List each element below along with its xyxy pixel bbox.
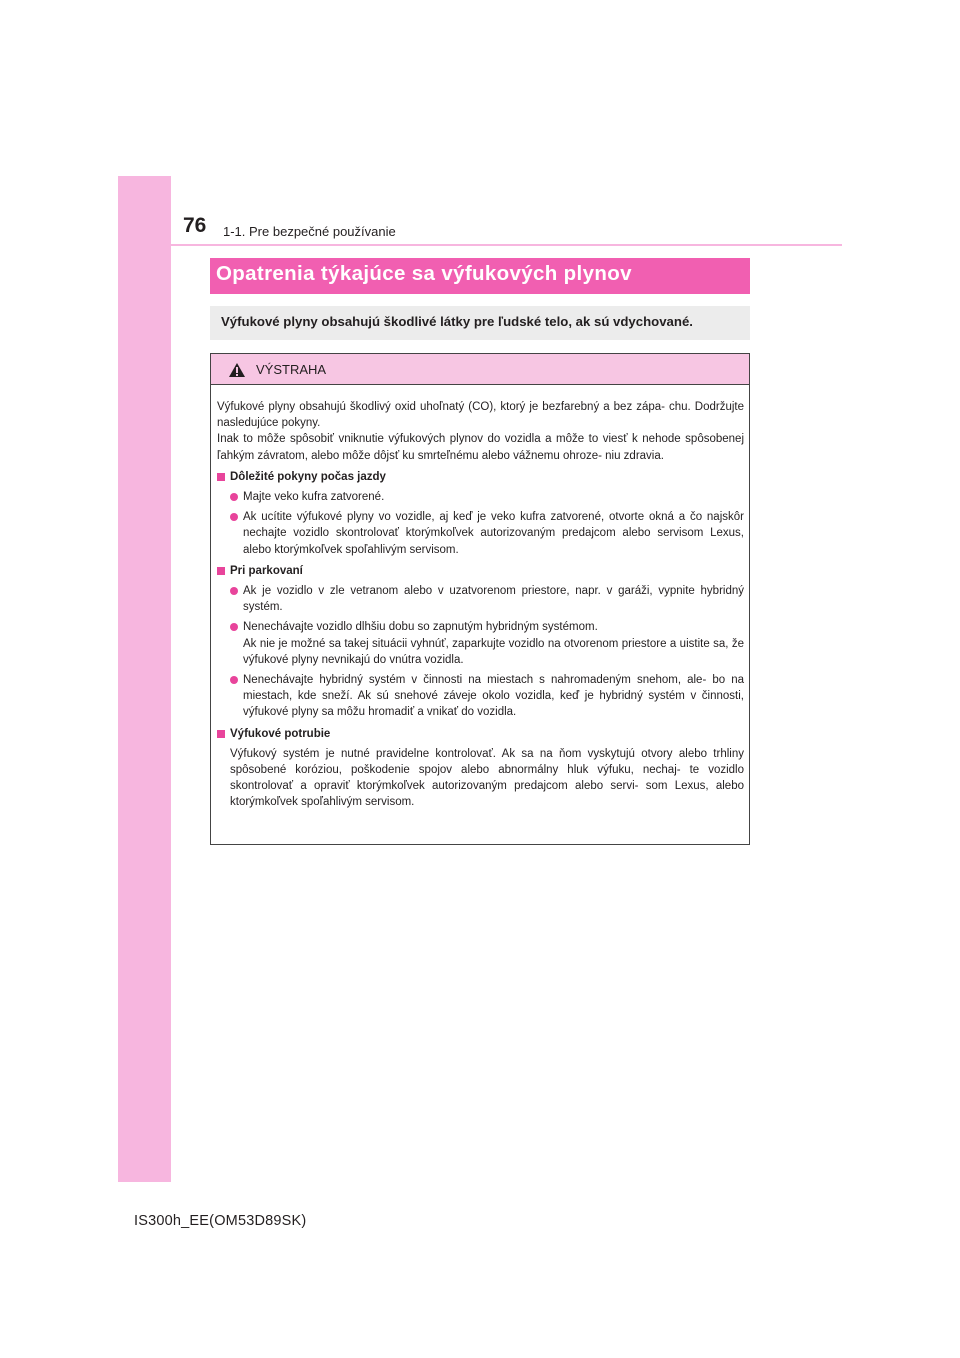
exhaust-paragraph: Výfukový systém je nutné pravidelne kontrolovať. Ak sa na ňom vyskytujú otvory alebo trhliny spôsobené koróziou, poškodenie spojov alebo abnormálny hluk výfuku, nechaj- te vozidlo skontrolovať a opraviť ktorýmkoľvek autorizovaným predajcom alebo servi- som Lexus, alebo ktorýmkoľvek spoľahlivým servisom. [230, 747, 744, 809]
square-bullet-icon [217, 730, 225, 738]
summary-text: Výfukové plyny obsahujú škodlivé látky pre ľudské telo, ak sú vdychované. [221, 314, 693, 329]
page-number: 76 [183, 214, 207, 237]
list-item: Majte veko kufra zatvorené. [217, 489, 744, 505]
warning-triangle-icon [228, 362, 246, 383]
warning-intro-text-2: Inak to môže spôsobiť vniknutie výfukových plynov do vozidla a môže to viesť k nehode spôsobenej ľahkým závratom, alebo môže dôjsť ku smrteľnému alebo vážnemu ohroze- niu zdravia. [217, 433, 744, 462]
footer-model-code: IS300h_EE(OM53D89SK) [134, 1213, 307, 1229]
summary-box [210, 306, 750, 340]
circle-bullet-icon [230, 623, 238, 631]
square-bullet-icon [217, 567, 225, 575]
section-heading-driving: Dôležité pokyny počas jazdy [217, 469, 744, 485]
circle-bullet-icon [230, 493, 238, 501]
list-item-continuation: Ak nie je možné sa takej situácii vyhnúť, zaparkujte vozidlo na otvorenom priestore a uistite sa, že výfukové plyny nevnikajú do vnútra vozidla. [243, 637, 744, 666]
circle-bullet-icon [230, 587, 238, 595]
header-divider [171, 244, 842, 246]
warning-header [211, 354, 749, 385]
section-heading-exhaust: Výfukové potrubie [217, 726, 744, 742]
side-color-band [118, 176, 171, 1182]
list-item: Nenechávajte hybridný systém v činnosti na miestach s nahromadeným snehom, ale- bo na miestach, kde sneží. Ak sú snehové záveje okolo vozidla, keď je hybridný systém v činnosti, výfukové plyny sa môžu hromadiť a vnikať do vozidla. [217, 672, 744, 721]
warning-intro-text-1: Výfukové plyny obsahujú škodlivý oxid uhoľnatý (CO), ktorý je bezfarebný a bez zápa- chu. Dodržujte nasledujúce pokyny. [217, 401, 744, 430]
section-heading-parking: Pri parkovaní [217, 563, 744, 579]
warning-box [210, 353, 750, 845]
warning-label: VÝSTRAHA [256, 362, 327, 377]
list-item: Ak je vozidlo v zle vetranom alebo v uzatvorenom priestore, napr. v garáži, vypnite hybridný systém. [217, 583, 744, 615]
section-title: 1-1. Pre bezpečné používanie [223, 224, 396, 239]
circle-bullet-icon [230, 513, 238, 521]
warning-intro [217, 399, 744, 464]
circle-bullet-icon [230, 676, 238, 684]
title-bar [210, 258, 750, 294]
page-title: Opatrenia týkajúce sa výfukových plynov [216, 262, 632, 285]
square-bullet-icon [217, 473, 225, 481]
list-item: Ak ucítite výfukové plyny vo vozidle, aj keď je veko kufra zatvorené, otvorte okná a čo najskôr nechajte vozidlo skontrolovať ktorýmkoľvek autorizovaným predajcom alebo servisom Lexus, alebo ktorýmkoľvek spoľahlivým servisom. [217, 509, 744, 558]
list-item: Nenechávajte vozidlo dlhšiu dobu so zapnutým hybridným systémom. Ak nie je možné sa takej situácii vyhnúť, zaparkujte vozidlo na otvorenom priestore a uistite sa, že výfukové plyny nevnikajú do vnútra vozidla. [217, 619, 744, 668]
warning-body [211, 399, 749, 811]
